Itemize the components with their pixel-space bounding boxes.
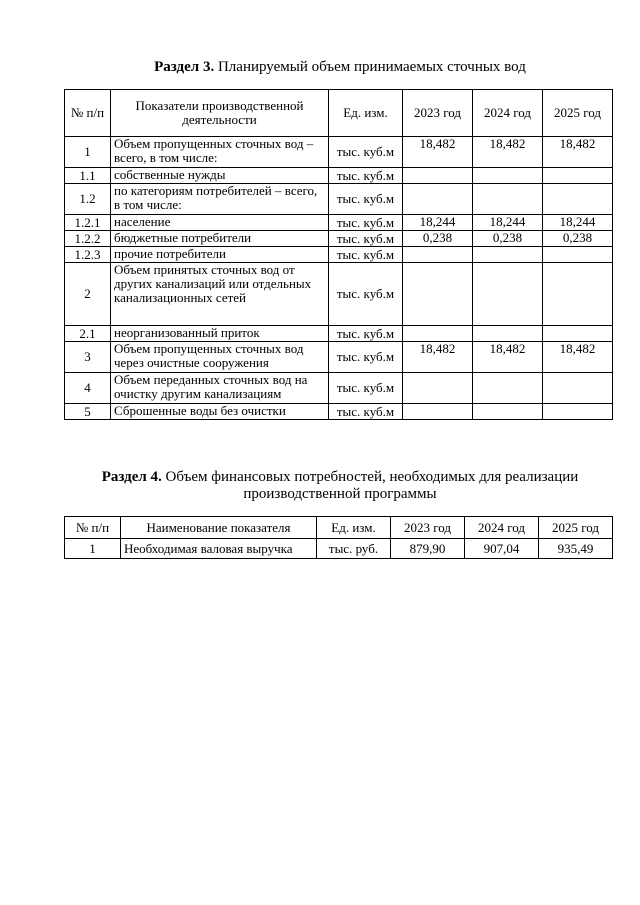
section-3-title: Планируемый объем принимаемых сточных вод <box>217 59 526 75</box>
indicator-name-cell: Объем переданных сточных вод на очистку другим канализациям <box>111 373 329 404</box>
section-4-number: Раздел 4. <box>101 469 162 485</box>
row-number-cell: 2.1 <box>65 326 111 342</box>
table-row <box>65 373 613 404</box>
indicator-name-cell: Объем пропущенных сточных вод через очистные сооружения <box>111 342 329 373</box>
table-row <box>65 247 613 263</box>
value-cell-2025 <box>543 373 613 404</box>
indicator-name-cell: население <box>111 215 329 231</box>
row-number-cell: 1 <box>65 539 121 559</box>
unit-cell: тыс. куб.м <box>329 404 403 420</box>
table-row <box>65 539 613 559</box>
value-cell-2023: 879,90 <box>391 539 465 559</box>
value-cell-2025: 18,244 <box>543 215 613 231</box>
value-cell-2024 <box>473 263 543 326</box>
header-cell: Показатели производственной деятельности <box>111 90 329 137</box>
value-cell-2025 <box>543 168 613 184</box>
value-cell-2023: 18,244 <box>403 215 473 231</box>
unit-cell: тыс. руб. <box>317 539 391 559</box>
indicator-name-cell: неорганизованный приток <box>111 326 329 342</box>
value-cell-2024 <box>473 326 543 342</box>
row-number-cell: 4 <box>65 373 111 404</box>
row-number-cell: 1.1 <box>65 168 111 184</box>
value-cell-2023 <box>403 326 473 342</box>
value-cell-2025 <box>543 404 613 420</box>
value-cell-2025 <box>543 326 613 342</box>
unit-cell: тыс. куб.м <box>329 215 403 231</box>
table-row <box>65 342 613 373</box>
indicator-name-cell: собственные нужды <box>111 168 329 184</box>
table-row <box>65 168 613 184</box>
row-number-cell: 2 <box>65 263 111 326</box>
header-cell: 2023 год <box>391 517 465 539</box>
value-cell-2024: 18,244 <box>473 215 543 231</box>
value-cell-2024 <box>473 184 543 215</box>
value-cell-2024: 18,482 <box>473 342 543 373</box>
table-row <box>65 326 613 342</box>
value-cell-2023 <box>403 373 473 404</box>
section-3-number: Раздел 3. <box>154 59 215 75</box>
header-cell: 2023 год <box>403 90 473 137</box>
header-cell: Ед. изм. <box>317 517 391 539</box>
header-cell: № п/п <box>65 90 111 137</box>
table-row <box>65 184 613 215</box>
value-cell-2024 <box>473 168 543 184</box>
table-row <box>65 231 613 247</box>
value-cell-2024: 18,482 <box>473 137 543 168</box>
value-cell-2023 <box>403 247 473 263</box>
unit-cell: тыс. куб.м <box>329 373 403 404</box>
value-cell-2023: 0,238 <box>403 231 473 247</box>
indicator-name-cell: Необходимая валовая выручка <box>121 539 317 559</box>
header-cell: 2025 год <box>539 517 613 539</box>
unit-cell: тыс. куб.м <box>329 231 403 247</box>
indicator-name-cell: по категориям потребителей – всего, в том числе: <box>111 184 329 215</box>
section-4-table-body <box>65 539 613 559</box>
section-3-table <box>64 89 613 420</box>
value-cell-2024 <box>473 247 543 263</box>
unit-cell: тыс. куб.м <box>329 342 403 373</box>
value-cell-2023 <box>403 184 473 215</box>
unit-cell: тыс. куб.м <box>329 326 403 342</box>
unit-cell: тыс. куб.м <box>329 168 403 184</box>
value-cell-2025: 18,482 <box>543 342 613 373</box>
row-number-cell: 1.2.2 <box>65 231 111 247</box>
value-cell-2023: 18,482 <box>403 137 473 168</box>
section-3-heading <box>60 59 620 76</box>
header-cell: 2024 год <box>465 517 539 539</box>
value-cell-2025 <box>543 263 613 326</box>
table-row <box>65 263 613 326</box>
value-cell-2024 <box>473 404 543 420</box>
header-cell: 2025 год <box>543 90 613 137</box>
header-cell: № п/п <box>65 517 121 539</box>
row-number-cell: 1 <box>65 137 111 168</box>
value-cell-2025 <box>543 184 613 215</box>
value-cell-2024 <box>473 373 543 404</box>
value-cell-2024: 907,04 <box>465 539 539 559</box>
table-row <box>65 215 613 231</box>
indicator-name-cell: Объем принятых сточных вод от других канализаций или отдельных канализационных сетей <box>111 263 329 326</box>
value-cell-2023 <box>403 404 473 420</box>
unit-cell: тыс. куб.м <box>329 184 403 215</box>
table-row <box>65 137 613 168</box>
unit-cell: тыс. куб.м <box>329 247 403 263</box>
row-number-cell: 1.2 <box>65 184 111 215</box>
table-header-row <box>65 517 613 539</box>
unit-cell: тыс. куб.м <box>329 137 403 168</box>
value-cell-2025: 0,238 <box>543 231 613 247</box>
value-cell-2023 <box>403 263 473 326</box>
value-cell-2023: 18,482 <box>403 342 473 373</box>
section-4-table <box>64 516 613 559</box>
row-number-cell: 1.2.1 <box>65 215 111 231</box>
section-4-title: Объем финансовых потребностей, необходимых для реализации производственной программы <box>165 469 579 502</box>
section-3-table-body <box>65 137 613 420</box>
value-cell-2025: 935,49 <box>539 539 613 559</box>
table-row <box>65 404 613 420</box>
value-cell-2025 <box>543 247 613 263</box>
indicator-name-cell: прочие потребители <box>111 247 329 263</box>
indicator-name-cell: Объем пропущенных сточных вод – всего, в том числе: <box>111 137 329 168</box>
section-4-heading <box>60 469 620 503</box>
header-cell: 2024 год <box>473 90 543 137</box>
header-cell: Наименование показателя <box>121 517 317 539</box>
indicator-name-cell: бюджетные потребители <box>111 231 329 247</box>
row-number-cell: 3 <box>65 342 111 373</box>
value-cell-2025: 18,482 <box>543 137 613 168</box>
unit-cell: тыс. куб.м <box>329 263 403 326</box>
table-header-row <box>65 90 613 137</box>
value-cell-2023 <box>403 168 473 184</box>
header-cell: Ед. изм. <box>329 90 403 137</box>
row-number-cell: 5 <box>65 404 111 420</box>
indicator-name-cell: Сброшенные воды без очистки <box>111 404 329 420</box>
value-cell-2024: 0,238 <box>473 231 543 247</box>
row-number-cell: 1.2.3 <box>65 247 111 263</box>
